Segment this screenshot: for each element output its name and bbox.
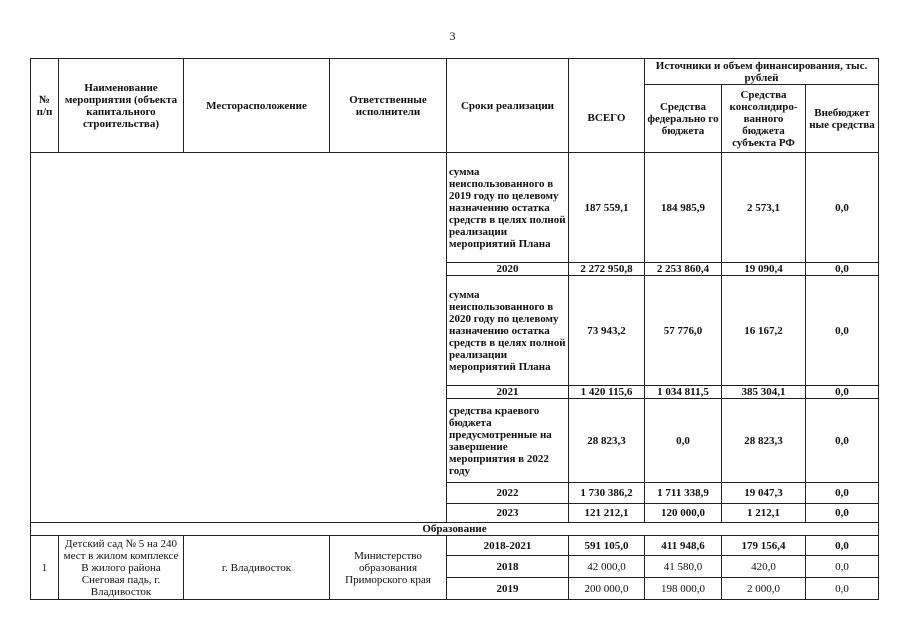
header-blank bbox=[569, 59, 645, 85]
consolidated-cell: 2 573,1 bbox=[722, 153, 806, 263]
header-num: № п/п bbox=[31, 59, 59, 153]
consolidated-cell: 19 047,3 bbox=[722, 483, 806, 504]
federal-cell: 198 000,0 bbox=[645, 578, 722, 600]
item-name: Детский сад № 5 на 240 мест в жилом комплексе В жилого района Снеговая падь, г. Владивосток bbox=[59, 536, 184, 600]
term-cell: 2020 bbox=[447, 263, 569, 276]
consolidated-cell: 16 167,2 bbox=[722, 276, 806, 386]
term-cell: 2018-2021 bbox=[447, 536, 569, 556]
federal-cell: 411 948,6 bbox=[645, 536, 722, 556]
total-cell: 187 559,1 bbox=[569, 153, 645, 263]
federal-cell: 0,0 bbox=[645, 399, 722, 483]
header-location: Месторасположение bbox=[184, 59, 330, 153]
section-row bbox=[31, 523, 879, 536]
extra-cell: 0,0 bbox=[806, 556, 879, 578]
header-row-1 bbox=[31, 59, 879, 85]
extra-cell: 0,0 bbox=[806, 263, 879, 276]
consolidated-cell: 2 000,0 bbox=[722, 578, 806, 600]
header-federal: Средства федерально го бюджета bbox=[645, 85, 722, 153]
term-cell: 2023 bbox=[447, 504, 569, 523]
extra-cell: 0,0 bbox=[806, 578, 879, 600]
total-cell: 42 000,0 bbox=[569, 556, 645, 578]
table-row bbox=[31, 153, 879, 263]
header-extra: Внебюджет ные средства bbox=[806, 85, 879, 153]
extra-cell: 0,0 bbox=[806, 504, 879, 523]
term-cell: 2018 bbox=[447, 556, 569, 578]
federal-cell: 41 580,0 bbox=[645, 556, 722, 578]
total-cell: 1 420 115,6 bbox=[569, 386, 645, 399]
federal-cell: 1 034 811,5 bbox=[645, 386, 722, 399]
federal-cell: 120 000,0 bbox=[645, 504, 722, 523]
table-row bbox=[31, 536, 879, 556]
total-cell: 200 000,0 bbox=[569, 578, 645, 600]
total-cell: 591 105,0 bbox=[569, 536, 645, 556]
term-cell: сумма неиспользованного в 2019 году по целевому назначению остатка средств в целях полной реализации мероприятий Плана bbox=[447, 153, 569, 263]
federal-cell: 184 985,9 bbox=[645, 153, 722, 263]
header-sources: Источники и объем финансирования, тыс. рублей bbox=[645, 59, 879, 85]
header-name: Наименование мероприятия (объекта капитального строительства) bbox=[59, 59, 184, 153]
consolidated-cell: 385 304,1 bbox=[722, 386, 806, 399]
extra-cell: 0,0 bbox=[806, 536, 879, 556]
header-consolidated: Средства консолидиро-ванного бюджета субъекта РФ bbox=[722, 85, 806, 153]
header-terms: Сроки реализации bbox=[447, 59, 569, 153]
consolidated-cell: 28 823,3 bbox=[722, 399, 806, 483]
consolidated-cell: 1 212,1 bbox=[722, 504, 806, 523]
page-number: 3 bbox=[449, 29, 456, 43]
extra-cell: 0,0 bbox=[806, 386, 879, 399]
federal-cell: 1 711 338,9 bbox=[645, 483, 722, 504]
federal-cell: 57 776,0 bbox=[645, 276, 722, 386]
item-location: г. Владивосток bbox=[184, 536, 330, 600]
term-cell: 2022 bbox=[447, 483, 569, 504]
consolidated-cell: 179 156,4 bbox=[722, 536, 806, 556]
consolidated-cell: 19 090,4 bbox=[722, 263, 806, 276]
term-cell: средства краевого бюджета предусмотренные на завершение мероприятия в 2022 году bbox=[447, 399, 569, 483]
extra-cell: 0,0 bbox=[806, 153, 879, 263]
header-responsible: Ответственные исполнители bbox=[330, 59, 447, 153]
term-cell: сумма неиспользованного в 2020 году по целевому назначению остатка средств в целях полной реализации мероприятий Плана bbox=[447, 276, 569, 386]
term-cell: 2021 bbox=[447, 386, 569, 399]
term-cell: 2019 bbox=[447, 578, 569, 600]
federal-cell: 2 253 860,4 bbox=[645, 263, 722, 276]
merged-empty-cell bbox=[31, 153, 447, 523]
extra-cell: 0,0 bbox=[806, 399, 879, 483]
total-cell: 121 212,1 bbox=[569, 504, 645, 523]
item-responsible: Министерство образования Приморского края bbox=[330, 536, 447, 600]
financing-table bbox=[30, 58, 879, 600]
total-cell: 73 943,2 bbox=[569, 276, 645, 386]
total-cell: 2 272 950,8 bbox=[569, 263, 645, 276]
total-cell: 1 730 386,2 bbox=[569, 483, 645, 504]
total-cell: 28 823,3 bbox=[569, 399, 645, 483]
item-num: 1 bbox=[31, 536, 59, 600]
header-total: ВСЕГО bbox=[569, 85, 645, 153]
consolidated-cell: 420,0 bbox=[722, 556, 806, 578]
extra-cell: 0,0 bbox=[806, 483, 879, 504]
section-title: Образование bbox=[31, 523, 879, 536]
extra-cell: 0,0 bbox=[806, 276, 879, 386]
